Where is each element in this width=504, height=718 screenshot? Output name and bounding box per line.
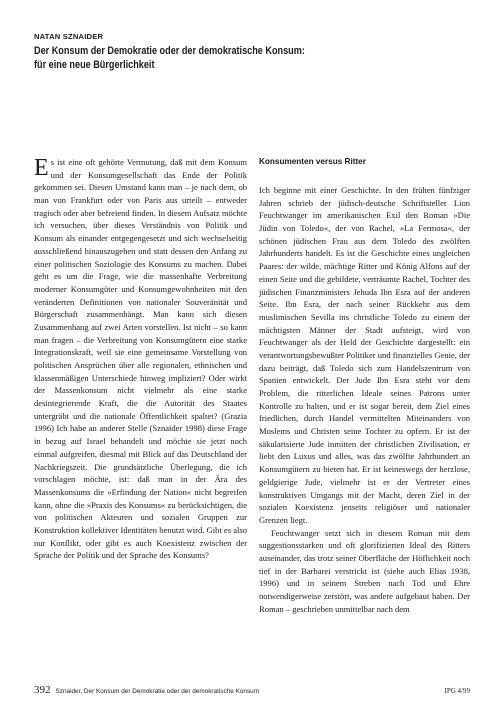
body-paragraph-2: Feuchtwanger setzt sich in diesem Roman mit dem suggestionsstarken und oft glorifizierten Ideal des Ritters auseinander, das trotz seiner Oberfläche der Höflichkeit noch tief in der Barbarei verstrickt ist (siehe auch Elias 1938, 1996) und in seinem Streben nach Tod und Ehre notwendigerweise zerstört, was andere aufgebaut haben. Der Roman – geschrieben unmittelbar nach dem bbox=[259, 527, 470, 614]
article-title-line-1: Der Konsum der Demokratie oder der demokratische Konsum: bbox=[34, 45, 305, 57]
right-column bbox=[259, 156, 470, 615]
drop-cap: E bbox=[34, 155, 49, 181]
running-title: Sznaider, Der Konsum der Demokratie oder der demokratische Konsum bbox=[55, 688, 260, 695]
journal-issue: IPG 4/99 bbox=[444, 687, 470, 695]
body-paragraph-1: Ich beginne mit einer Geschichte. In den frühen fünfziger Jahren schrieb der jüdisch-deutsche Schriftsteller Lion Feuchtwanger im amerikanischen Exil den Roman »Die Jüdin von Toledo«, der von Rachel, »La Fermosa«, der schönen jüdischen Frau aus dem Toledo des zwölften Jahrhunderts handelt. Es ist die Geschichte eines ungleichen Paares: der wilde, mächtige Ritter und König Alfons auf der einen Seite und die gebildete, verträumte Rachel, Tochter des jüdischen Finanzministers Jehuda Ibn Esra auf der anderen Seite. Ibn Esra, der nach seiner Rückkehr aus dem muslimischen Sevilla ins christliche Toledo zu einem der mächtigsten Männer der Stadt aufsteigt, wird von Feuchtwanger als der Held der Geschichte dargestellt: ein verantwortungsbewußter Politiker und finanzielles Genie, der dazu beiträgt, daß Toledo sich zum Handelszentrum von Spanien entwickelt. Der Jude Ibn Esra steht vor dem Problem, die ritterlichen Ideale seines Patrons unter Kontrolle zu halten, und er ist sogar bereit, dem Ziel eines friedlichen, durch Handel vermittelten Miteinanders von Moslems und Christen seine Tochter zu opfern. Er ist der säkularisierte Jude inmitten der christlichen Zivilisation, er liebt den Luxus und alles, was das zwölfte Jahrhundert an Konsumgütern zu bieten hat. Er ist keineswegs der herzlose, geldgierige Jude, vielmehr ist er der Vertreter eines konstruktiven Umgangs mit der Macht, deren Ziel in der sozialen Koexistenz jenseits religiöser und nationaler Grenzen liegt. bbox=[259, 185, 470, 525]
article-title bbox=[34, 45, 412, 72]
intro-paragraph-text: s ist eine oft gehörte Vermutung, daß mit dem Konsum und der Konsumgesellschaft das Ende der Politik gekommen sei. Diesen Umstand kann man – je nach dem, ob man von Frankfurt oder von Paris aus urteilt – entweder tragisch oder aber befreiend finden. In diesem Aufsatz möchte ich versuchen, über dieses Verständnis von Politik und Konsum als einander entgegengesetzt und sich wechselseitig ausschließend hinauszugehen und statt dessen den Anfang zu einer politischen Soziologie des Konsums zu machen. Dabei geht es um die Frage, wie die massenhafte Verbreitung moderner Konsumgüter und Konsumgewohnheiten mit den veränderten Definitionen von nationaler Souveränität und Bürgerschaft zusammenhängt. Man kann sich diesen Zusammenhang auf zwei Arten vorstellen. Ist nicht – so kann man fragen – die Verbreitung von Konsumgütern eine starke Integrationskraft, weil sie eine gemeinsame Vorstellung von politischen Ansprüchen über alle regionalen, ethnischen und klassenmäßigen Unterschiede hinweg impliziert? Oder wirkt der Massenkonsum nicht vielmehr als eine starke desintegrierende Kraft, die die Autorität des Staates untergräbt und die nationale Öffentlichkeit spaltet? (Grazia 1996) Ich habe an anderer Stelle (Sznaider 1998) diese Frage in bezug auf Israel behandelt und möchte sie jetzt noch einmal aufgreifen, diesmal mit Blick auf das Deutschland der Nachkriegszeit. Die grundsätzliche Überlegung, die ich vorschlagen möchte, ist: daß man in der Ära des Massenkonsums die »Erfindung der Nation« nicht begreifen kann, ohne die »Praxis des Konsums« zu berücksichtigen, die von politischen Akteuren und sozialen Gruppen zur Konstruktion kollektiver Identitäten benutzt wird. Gibt es also nur Konflikt, oder gibt es auch Koexistenz zwischen der Sprache der Politik und der Sprache des Konsums? bbox=[34, 157, 247, 561]
author-name: NATAN SZNAIDER bbox=[34, 32, 104, 41]
section-heading: Konsumenten versus Ritter bbox=[259, 157, 366, 166]
page-number: 392 bbox=[34, 684, 51, 696]
page-footer bbox=[34, 684, 470, 696]
left-column bbox=[34, 156, 247, 562]
article-title-line-2: für eine neue Bürgerlichkeit bbox=[34, 58, 155, 71]
intro-paragraph bbox=[34, 156, 247, 562]
